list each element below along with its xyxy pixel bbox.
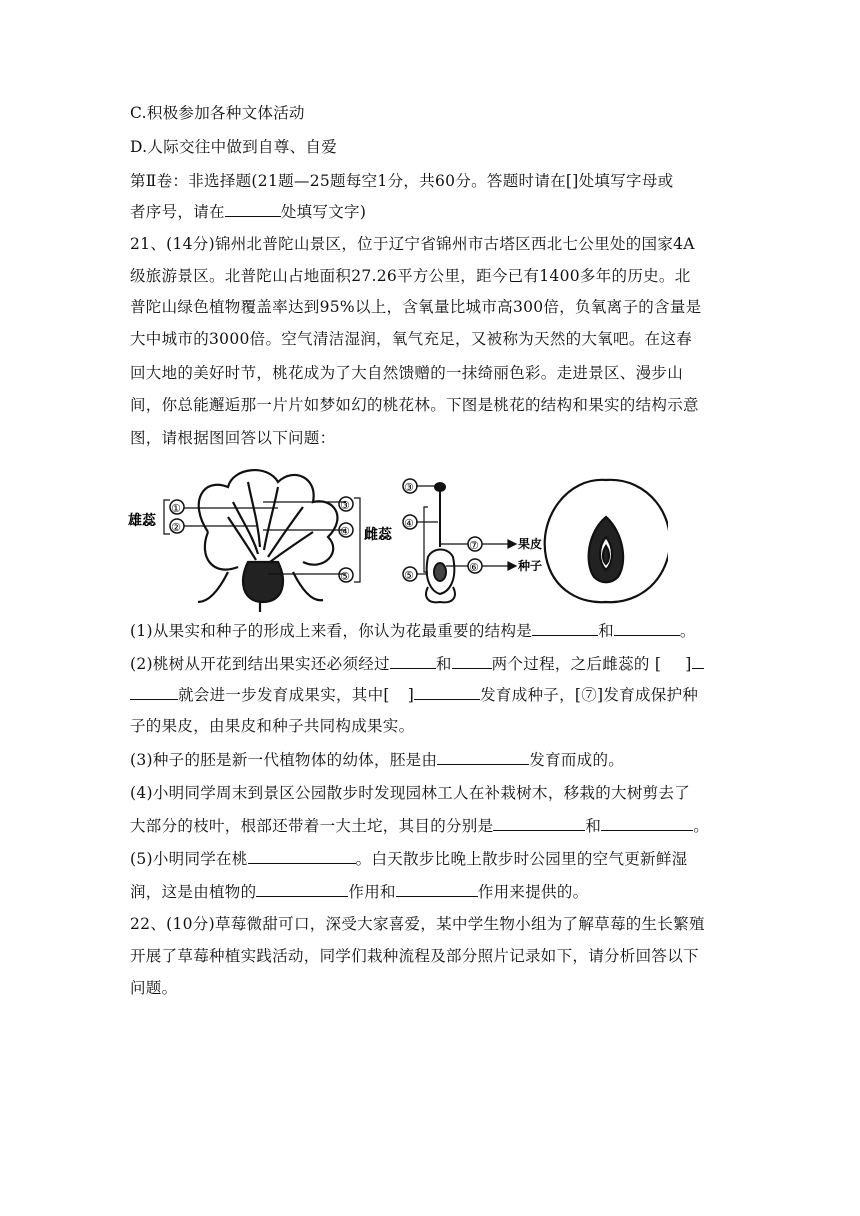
q21-line: 回大地的美好时节，桃花成为了大自然馈赠的一抹绮丽色彩。走进景区、漫步山 (130, 364, 684, 382)
sub2-text: 发育成种子，[⑦]发育成保护种 (480, 686, 699, 704)
sub2-text: 两个过程，之后雌蕊的 [ (491, 655, 662, 673)
sub5-text: 润，这是由植物的 (130, 883, 257, 901)
answer-blank (256, 881, 348, 897)
q21-sub2-line-1 (130, 653, 750, 674)
answer-blank (532, 620, 598, 636)
sub4-text: 大部分的枝叶，根部还带着一大土坨，其目的分别是 (130, 817, 494, 835)
q21-sub5-line-2 (130, 881, 750, 902)
answer-blank (452, 653, 492, 669)
q21-line: 级旅游景区。北普陀山占地面积27.26平方公里，距今已有1400多年的历史。北 (130, 267, 691, 285)
sub5-text: 。白天散步比晚上散步时公园里的空气更新鲜湿 (355, 850, 688, 868)
q21-line: 普陀山绿色植物覆盖率达到95%以上，含氧量比城市高300倍，负氧离子的含量是 (130, 298, 702, 316)
section-intro-text: 处填写字母或 (578, 172, 674, 190)
sub2-text: (2)桃树从开花到结出果实还必须经过 (130, 655, 390, 673)
number-3: ③ (404, 481, 414, 494)
number-1: ① (171, 502, 181, 515)
number-4: ④ (404, 517, 414, 530)
sub1-text: (1)从果实和种子的形成上来看，你认为花最重要的结构是 (130, 622, 533, 640)
q21-line: 间，你总能邂逅那一片片如梦如幻的桃花林。下图是桃花的结构和果实的结构示意 (130, 396, 699, 414)
option-d: D.人际交往中做到自尊、自爱 (130, 138, 338, 156)
section-intro-line-2 (130, 201, 750, 222)
sub2-text: ] (685, 655, 692, 673)
number-2: ② (171, 521, 181, 534)
sub4-text: 和 (585, 817, 602, 835)
pistil-drawing (426, 483, 455, 602)
label-peel: 果皮 (518, 537, 543, 551)
section-intro-line-1 (130, 171, 750, 191)
q21-sub1 (130, 620, 750, 641)
answer-blank (437, 749, 529, 765)
sub2-text: 和 (435, 655, 452, 673)
sub1-text: 和 (598, 622, 614, 640)
answer-blank (601, 815, 693, 831)
q21-sub5-line-1 (130, 848, 750, 869)
q21-sub4-line-1: (4)小明同学周末到景区公园散步时发现园林工人在补栽树木，移栽的大树剪去了 (130, 784, 691, 802)
q21-line: 大中城市的3000倍。空气清洁湿润，氧气充足，又被称为天然的大氧吧。在这春 (130, 330, 693, 348)
answer-blank (692, 653, 704, 669)
section-intro-text: 者序号，请在 (130, 203, 225, 221)
sub2-text: 就会进一步发育成果实，其中[ (178, 686, 390, 704)
q22-line: 开展了草莓种植实践活动，同学们栽种流程及部分照片记录如下，请分析回答以下 (130, 947, 699, 965)
sub3-text: (3)种子的胚是新一代植物体的幼体，胚是由 (130, 751, 438, 769)
sub5-text: (5)小明同学在桃 (130, 850, 248, 868)
label-seed: 种子 (518, 559, 543, 573)
answer-blank (248, 848, 356, 864)
flower-drawing (198, 470, 337, 612)
option-c: C.积极参加各种文体活动 (130, 104, 305, 122)
section-intro-text: 处填写文字) (280, 203, 367, 221)
number-5: ⑤ (404, 569, 414, 582)
q21-line: 图，请根据图回答以下问题： (130, 429, 336, 447)
flower-fruit-diagram (128, 462, 668, 612)
section-intro-text: 第Ⅱ卷：非选择题(21题—25题每空1分，共60分。答题时请在 (130, 172, 566, 190)
sub5-text: 作用来提供的。 (477, 883, 589, 901)
q21-sub2-line-2 (130, 684, 750, 705)
answer-blank (130, 684, 178, 700)
sub2-text: ] (407, 686, 415, 704)
sub5-text: 作用和 (348, 883, 396, 901)
label-stamen: 雄蕊 (128, 513, 156, 529)
intro-bracket: [] (565, 172, 579, 190)
q21-sub4-line-2 (130, 815, 750, 836)
q21-sub2-line-3: 子的果皮，由果皮和种子共同构成果实。 (130, 717, 415, 735)
label-pistil: 雌蕊 (364, 527, 392, 543)
number-5: ⑤ (340, 570, 350, 583)
answer-blank (225, 201, 281, 217)
sub3-text: 发育而成的。 (529, 751, 625, 769)
answer-blank (493, 815, 585, 831)
answer-blank (390, 653, 436, 669)
answer-blank (614, 620, 680, 636)
q22-line: 22、(10分)草莓微甜可口，深受大家喜爱，某中学生物小组为了解草莓的生长繁殖 (130, 915, 705, 933)
q21-sub3 (130, 749, 750, 770)
number-6: ⑥ (469, 561, 479, 574)
sub1-text: 。 (679, 622, 696, 640)
q22-line: 问题。 (130, 979, 178, 997)
number-4: ④ (340, 525, 350, 538)
q21-line: 21、(14分)锦州北普陀山景区，位于辽宁省锦州市古塔区西北七公里处的国家4A (130, 235, 695, 253)
number-7: ⑦ (469, 539, 479, 552)
peach-fruit-drawing (545, 480, 668, 602)
number-3: ③ (340, 499, 350, 512)
sub4-text: 。 (693, 817, 710, 835)
answer-blank (414, 684, 480, 700)
answer-blank (396, 881, 478, 897)
